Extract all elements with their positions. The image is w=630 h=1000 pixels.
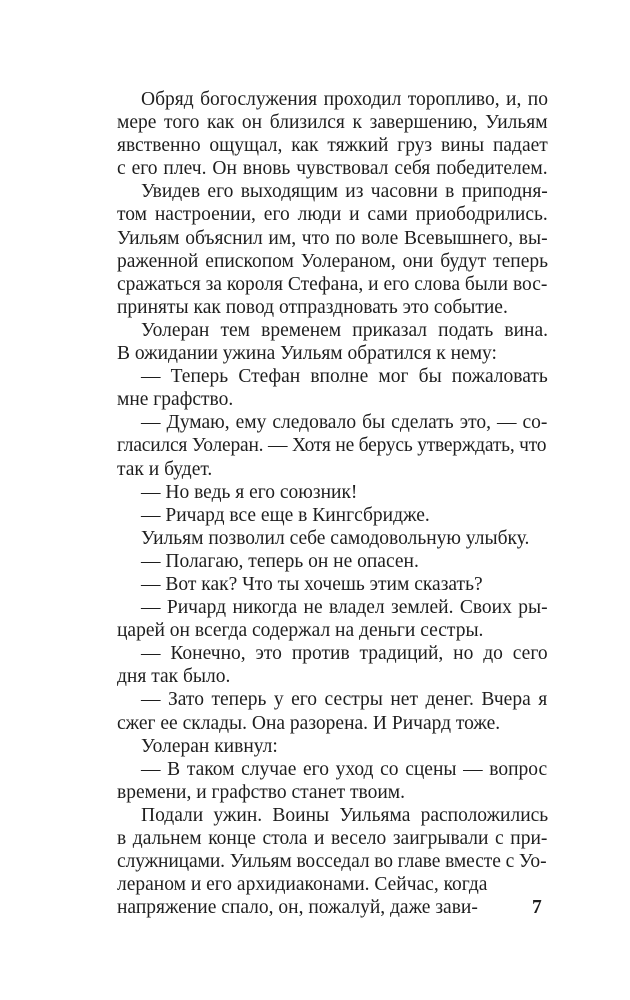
text-line: [117, 134, 549, 157]
text-line-content: дня так было.: [117, 666, 231, 688]
book-page-text: [117, 88, 549, 919]
text-line-content: гласился Уолеран. — Хотя не берусь утверждать, что: [117, 435, 547, 457]
text-line: [117, 896, 549, 919]
text-line-content: служницами. Уильям восседал во главе вместе с Уо-: [117, 851, 547, 873]
text-line: [117, 227, 549, 250]
text-line-content: Уильям позволил себе самодовольную улыбку.: [141, 527, 530, 549]
text-line-content: — Зато теперь у его сестры нет денег. Вчера я: [141, 689, 548, 711]
text-line-content: Уильям объяснил им, что по воле Всевышнего, вы-: [117, 227, 548, 249]
text-line: [117, 758, 549, 781]
text-line-content: Увидев его выходящим из часовни в приподня-: [141, 181, 548, 203]
text-line: [117, 712, 549, 735]
text-line: [117, 735, 549, 758]
text-line-content: Обряд богослужения проходил торопливо, и, по: [141, 89, 548, 110]
text-line: [117, 365, 549, 388]
text-line-content: — В таком случае его уход со сцены — вопрос: [141, 758, 548, 780]
text-line-content: приняты как повод отпраздновать это событие.: [117, 296, 508, 318]
text-line-content: в дальнем конце стола и весело заигрывали с при-: [117, 828, 548, 849]
text-line-content: — Конечно, это против традиций, но до сего: [141, 643, 548, 665]
text-line: [117, 827, 549, 850]
text-line-content: — Полагаю, теперь он не опасен.: [141, 550, 419, 572]
text-line: [117, 527, 549, 550]
text-line: [117, 573, 549, 596]
text-line-content: Уолеран кивнул:: [141, 735, 278, 757]
text-line: [117, 481, 549, 504]
text-line: [117, 850, 549, 873]
text-line: [117, 157, 549, 180]
text-line: [117, 665, 549, 688]
text-line-content: с его плеч. Он вновь чувствовал себя победителем.: [117, 158, 548, 180]
text-line-content: Уолеран тем временем приказал подать вина.: [141, 319, 548, 341]
text-line: [117, 596, 549, 619]
text-line: [117, 250, 549, 273]
text-line-content: том настроении, его люди и сами приободрились.: [117, 204, 548, 226]
text-line-content: раженной епископом Уолераном, они будут теперь: [117, 250, 548, 272]
text-line-content: напряжение спало, он, пожалуй, даже зави-: [117, 897, 478, 919]
page-number: 7: [532, 897, 542, 918]
text-line-content: — Думаю, ему следовало бы сделать это, — со-: [141, 412, 548, 434]
text-line-content: В ожидании ужина Уильям обратился к нему:: [117, 343, 497, 365]
text-line: [117, 411, 549, 434]
text-line-content: царей он всегда содержал на деньги сестры.: [117, 620, 484, 642]
text-line: [117, 388, 549, 411]
text-line: [117, 504, 549, 527]
text-line-content: сжег ее склады. Она разорена. И Ричард тоже.: [117, 712, 501, 734]
text-line: [117, 642, 549, 665]
text-line-content: явственно ощущал, как тяжкий груз вины падает: [117, 135, 548, 157]
text-line: [117, 319, 549, 342]
text-line-content: времени, и графство станет твоим.: [117, 781, 406, 803]
text-line-content: — Теперь Стефан вполне мог бы пожаловать: [141, 366, 548, 388]
text-line: [117, 342, 549, 365]
text-line: [117, 619, 549, 642]
text-line-content: лераном и его архидиаконами. Сейчас, когда: [117, 874, 488, 896]
text-line: [117, 688, 549, 711]
text-line: [117, 273, 549, 296]
text-line: [117, 804, 549, 827]
text-line-content: — Но ведь я его союзник!: [141, 481, 358, 503]
text-line: [117, 180, 549, 203]
text-line: [117, 458, 549, 481]
text-line-content: — Вот как? Что ты хочешь этим сказать?: [141, 573, 483, 595]
text-line: [117, 203, 549, 226]
text-line-content: — Ричард все еще в Кингсбридже.: [141, 504, 430, 526]
text-line: [117, 111, 549, 134]
text-line: [117, 873, 549, 896]
text-line: [117, 550, 549, 573]
text-line: [117, 296, 549, 319]
text-line: [117, 781, 549, 804]
text-line-content: сражаться за короля Стефана, и его слова были вос-: [117, 273, 548, 295]
text-line: [117, 88, 549, 111]
text-line-content: мере того как он близился к завершению, Уильям: [117, 112, 548, 134]
text-line: [117, 434, 549, 457]
text-line-content: так и будет.: [117, 458, 213, 480]
text-line-content: Подали ужин. Воины Уильяма расположились: [141, 804, 549, 826]
text-line-content: мне графство.: [117, 389, 234, 411]
text-line-content: — Ричард никогда не владел землей. Своих ры-: [141, 597, 548, 619]
